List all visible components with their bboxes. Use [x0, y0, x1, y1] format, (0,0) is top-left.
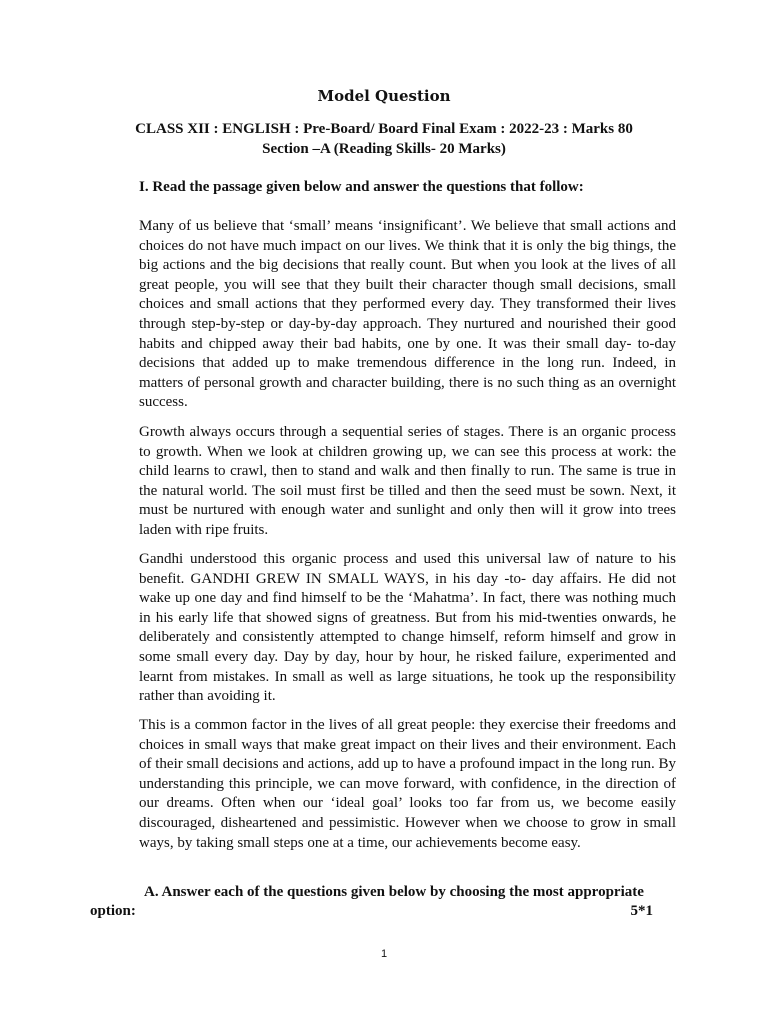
passage-paragraph-4: This is a common factor in the lives of all great people: they exercise their freedoms and choices in small ways that make great impact on their lives and their environment. Each of their small decisions and actions, add up to have a profound impact in the long run. By understanding this principle, we can move forward, with confidence, in the direction of our dreams. Often when our ‘ideal goal’ looks too far from us, we become easily discouraged, disheartened and pessimistic. However when we choose to grow in small ways, by taking small steps one at a time, our achievements become easy.: [139, 717, 676, 851]
section-heading: Section –A (Reading Skills- 20 Marks): [262, 141, 506, 157]
document-title: Model Question: [317, 87, 451, 105]
passage-paragraph-1: Many of us believe that ‘small’ means ‘insignificant’. We believe that small actions and choices do not have much impact on our lives. We think that it is only the big things, the big actions and the big decisions that really count. But when you look at the lives of all great people, you will see that they built their character though small decisions, small choices and small actions that they performed every day. They transformed their lives through step-by-step or day-by-day approach. They nurtured and nourished their good habits and chipped away their bad habits, one by one. It was their small day- to-day decisions that added up to make tremendous difference in the long run. Indeed, in matters of personal growth and character building, there is no such thing as an overnight success.: [139, 218, 676, 411]
question-a-marks: 5*1: [630, 903, 653, 919]
exam-class-line: CLASS XII : ENGLISH : Pre-Board/ Board Final Exam : 2022-23 : Marks 80: [135, 121, 633, 137]
page-number: 1: [380, 948, 388, 960]
question-a-instruction-continued: [90, 903, 653, 920]
question-a-instruction: A. Answer each of the questions given below by choosing the most appropriate: [144, 884, 644, 900]
passage-instruction: I. Read the passage given below and answer the questions that follow:: [139, 179, 584, 195]
question-a-option-label: option:: [90, 903, 136, 919]
passage-paragraph-3: Gandhi understood this organic process and used this universal law of nature to his benefit. GANDHI GREW IN SMALL WAYS, in his day -to- day affairs. He did not wake up one day and find himself to be the ‘Mahatma’. In fact, there was nothing much in his early life that showed signs of greatness. But from his mid-twenties onwards, he deliberately and consistently attempted to change himself, reform himself and grow in some small every day. Day by day, hour by hour, he risked failure, experimented and learnt from mistakes. In small as well as large situations, he took up the responsibility rather than avoiding it.: [139, 551, 676, 705]
passage-paragraph-2: Growth always occurs through a sequential series of stages. There is an organic process to growth. When we look at children growing up, we can see this process at work: the child learns to crawl, then to stand and walk and then finally to run. The same is true in the natural world. The soil must first be tilled and then the seed must be sown. Next, it must be nurtured with enough water and sunlight and only then will it grow into trees laden with ripe fruits.: [139, 424, 676, 538]
